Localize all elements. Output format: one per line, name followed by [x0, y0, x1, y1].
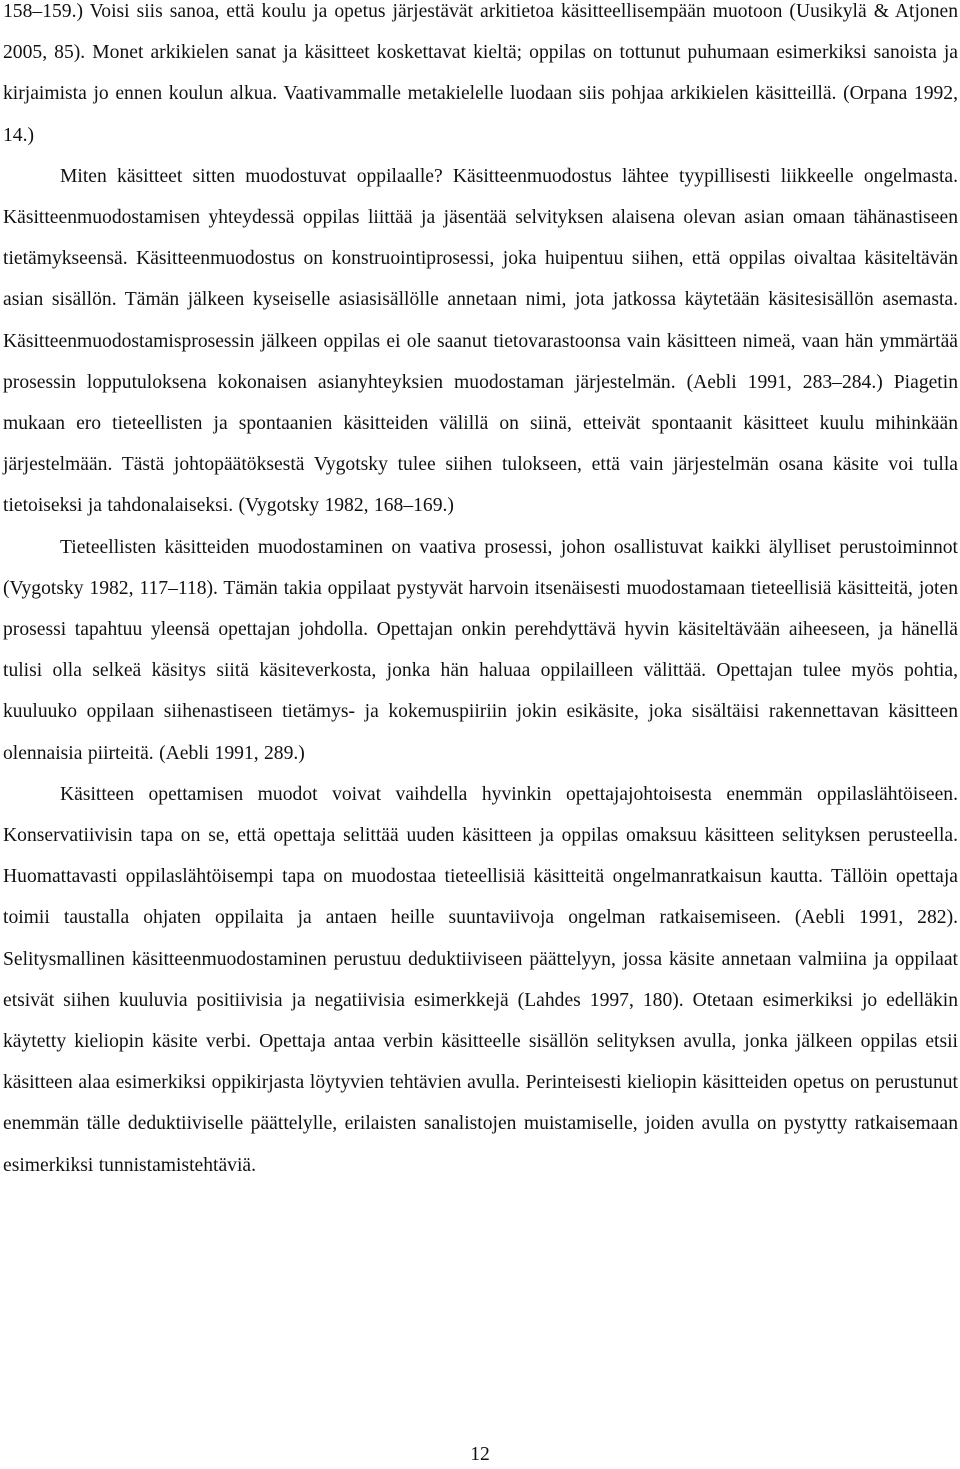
paragraph-2: Miten käsitteet sitten muodostuvat oppilaalle? Käsitteenmuodostus lähtee tyypillisesti liikkeelle ongelmasta. Käsitteenmuodostamisen yhteydessä oppilas liittää ja jäsentää selvityksen alaisena olevan asian omaan tähänastiseen tietämykseensä. Käsitteenmuodostus on konstruointiprosessi, joka huipentuu siihen, että oppilas oivaltaa käsiteltävän asian sisällön. Tämän jälkeen kyseiselle asiasisällölle annetaan nimi, jota jatkossa käytetään käsitesisällön asemasta. Käsitteenmuodostamisprosessin jälkeen oppilas ei ole saanut tietovarastoonsa vain käsitteen nimeä, vaan hän ymmärtää prosessin lopputuloksena kokonaisen asianyhteyksien muodostaman järjestelmän. (Aebli 1991, 283–284.) Piagetin mukaan ero tieteellisten ja spontaanien käsitteiden välillä on siinä, etteivät spontaanit käsitteet kuulu mihinkään järjestelmään. Tästä johtopäätöksestä Vygotsky tulee siihen tulokseen, että vain järjestelmän osana käsite voi tulla tietoiseksi ja tahdonalaiseksi. (Vygotsky 1982, 168–169.) — [3, 165, 958, 517]
paragraph-4: Käsitteen opettamisen muodot voivat vaihdella hyvinkin opettajajohtoisesta enemmän oppilaslähtöiseen. Konservatiivisin tapa on se, että opettaja selittää uuden käsitteen ja oppilas omaksuu käsitteen selityksen perusteella. Huomattavasti oppilaslähtöisempi tapa on muodostaa tieteellisiä käsitteitä ongelmanratkaisun kautta. Tällöin opettaja toimii taustalla ohjaten oppilaita ja antaen heille suuntaviivoja ongelman ratkaisemiseen. (Aebli 1991, 282). Selitysmallinen käsitteenmuodostaminen perustuu deduktiiviseen päättelyyn, jossa käsite annetaan valmiina ja oppilaat etsivät siihen kuuluvia positiivisia ja negatiivisia esimerkkejä (Lahdes 1997, 180). Otetaan esimerkiksi jo edelläkin käytetty kieliopin käsite verbi. Opettaja antaa verbin käsitteelle sisällön selityksen avulla, jonka jälkeen oppilas etsii käsitteen alaa esimerkiksi oppikirjasta löytyvien tehtävien avulla. Perinteisesti kieliopin käsitteiden opetus on perustunut enemmän tälle deduktiiviselle päättelylle, erilaisten sanalistojen muistamiselle, joiden avulla on pystytty ratkaisemaan esimerkiksi tunnistamistehtäviä. — [3, 783, 958, 1176]
page-number: 12 — [470, 1444, 490, 1465]
document-body — [3, 0, 958, 1186]
paragraph-1: 158–159.) Voisi siis sanoa, että koulu ja opetus järjestävät arkitietoa käsitteellisempään muotoon (Uusikylä & Atjonen 2005, 85). Monet arkikielen sanat ja käsitteet koskettavat kieltä; oppilas on tottunut puhumaan esimerkiksi sanoista ja kirjaimista jo ennen koulun alkua. Vaativammalle metakielelle luodaan siis pohjaa arkikielen käsitteillä. (Orpana 1992, 14.) — [3, 1, 958, 146]
paragraph-3: Tieteellisten käsitteiden muodostaminen on vaativa prosessi, johon osallistuvat kaikki älylliset perustoiminnot (Vygotsky 1982, 117–118). Tämän takia oppilaat pystyvät harvoin itsenäisesti muodostamaan tieteellisiä käsitteitä, joten prosessi tapahtuu yleensä opettajan johdolla. Opettajan onkin perehdyttävä hyvin käsiteltävään aiheeseen, ja hänellä tulisi olla selkeä käsitys siitä käsiteverkosta, jonka hän haluaa oppilailleen välittää. Opettajan tulee myös pohtia, kuuluuko oppilaan siihenastiseen tietämys- ja kokemuspiiriin jokin esikäsite, joka sisältäisi rakennettavan käsitteen olennaisia piirteitä. (Aebli 1991, 289.) — [3, 536, 958, 764]
